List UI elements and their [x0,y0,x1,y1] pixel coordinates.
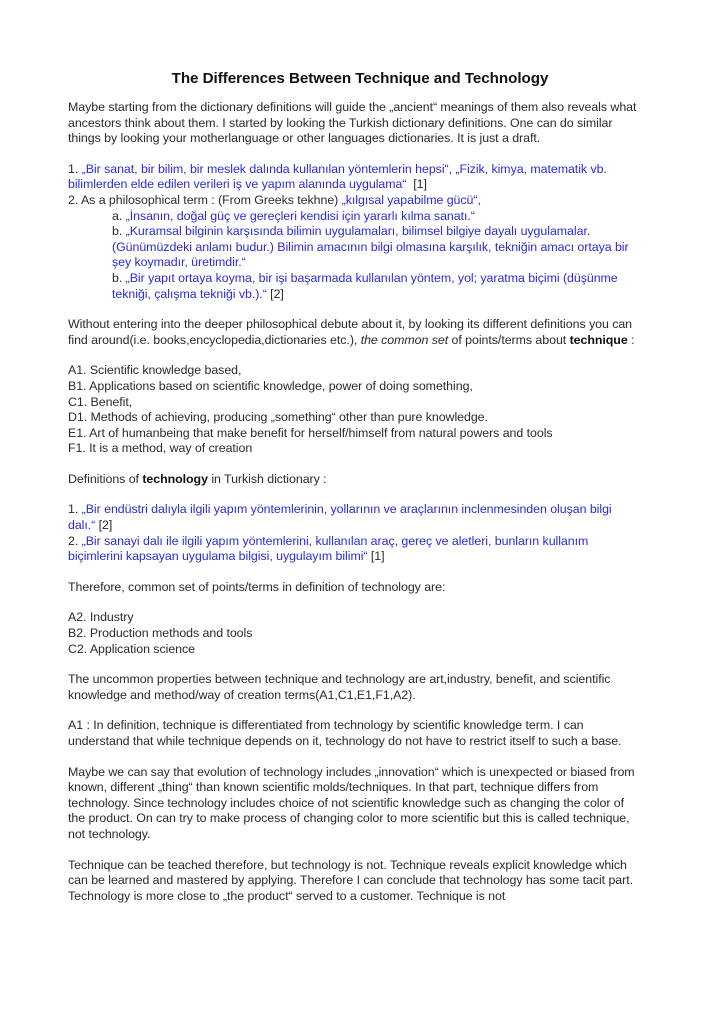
list-item: C1. Benefit, [68,394,133,409]
document-body [68,100,638,904]
list-item: F1. It is a method, way of creation [68,441,253,456]
a1-paragraph: A1 : In definition, technique is differentiated from technology by scientific knowledge term. I can understand that while technique depends on it, technology do not have to restrict itself to such a base. [68,718,622,748]
sub-definition-a [68,209,638,225]
bold-term: technique [569,332,628,347]
definition-number: 1. [68,161,82,176]
definition-number: 2. [68,533,82,548]
turkish-technique-definitions [68,162,638,302]
list-item: D1. Methods of achieving, producing „something“ other than pure knowledge. [68,410,488,425]
definition-quote: „Bir sanayi dalı ile ilgili yapım yöntemlerini, kullanılan araç, gereç ve aletleri, bunların kullanım biçimlerini kapsayan uygulama bilgisi, uygulayım bilimi“ [68,533,589,564]
technique-definition-1 [68,162,638,193]
sub-definition-b [68,224,638,271]
technology-points-list [68,610,638,657]
intro-paragraph: Maybe starting from the dictionary definitions will guide the „ancient“ meanings of them also reveals what ancestors think about them. I started by looking the Turkish dictionary definitions. One can do similar things by looking your motherlanguage or other languages dictionaries. It is just a draft. [68,100,637,146]
definition-label: 2. As a philosophical term : (From Greeks tekhne) [68,192,342,207]
bold-term: technology [142,471,208,486]
list-item: E1. Art of humanbeing that make benefit for herself/himself from natural powers and tools [68,425,553,440]
definition-quote: „Bir endüstri dalıyla ilgili yapım yöntemlerinin, yollarının ve araçlarının inclenmesinden oluşan bilgi dalı.“ [68,502,612,533]
evolution-paragraph: Maybe we can say that evolution of technology includes „innovation“ which is unexpected or biased from known, different „thing“ than known scientific molds/techniques. In that part, technique differs from technology. Since technology includes choice of not scientific knowledge such as changing the color of the product. On can try to make process of changing color to more scientific but this is called technique, not technology. [68,764,635,841]
definition-quote: „Kuramsal bilginin karşısında bilimin uygulamaları, bilimsel bilgiye dayalı uygulamalar. (Günümüzdeki anlamı budur.) Bilimin amacının bilgi olmasına karşılık, tekniğin amacı ortaya bir şey koymadır, üretimdir.“ [112,224,629,270]
reference-marker: [2] [266,286,284,301]
sub-definition-letter: b. [112,270,126,285]
list-item: C2. Application science [68,641,195,656]
definition-quote: „kılgısal yapabilme gücü“, [341,192,481,207]
teaching-paragraph: Technique can be teached therefore, but technology is not. Technique reveals explicit knowledge which can be learned and mastered by applying. Therefore I can conclude that technology has some tacit part. Technology is more close to „the product“ served to a customer. Technique is not [68,857,633,903]
document-title: The Differences Between Technique and Technology [171,70,549,87]
uncommon-properties-paragraph: The uncommon properties between technique and technology are art,industry, benefit, and scientific knowledge and method/way of creation terms(A1,C1,E1,F1,A2). [68,672,611,702]
technique-definition-2 [68,193,638,209]
definition-quote: „Bir yapıt ortaya koyma, bir işi başarmada kullanılan yöntem, yol; yaratma biçimi (düşünme tekniği, çalışma tekniği vb.).“ [112,270,618,301]
common-set-intro [68,317,638,348]
reference-marker: [1] [413,177,427,192]
list-item: B2. Production methods and tools [68,626,253,641]
text-segment: Definitions of [68,471,143,486]
text-segment: : [627,332,635,347]
definition-quote: „Bir sanat, bir bilim, bir meslek dalında kullanılan yöntemlerin hepsi“, „Fizik, kimya, matematik vb. bilimlerden elde edilen verileri iş ve yapım alanında uygulama“ [68,161,607,192]
list-item: A1. Scientific knowledge based, [68,363,242,378]
definition-number: 1. [68,502,82,517]
sub-definition-letter: b. [112,224,126,239]
text-segment: Without entering into the deeper philosophical debute about it, by looking its different definitions you can find around(i.e. books,encyclopedia,dictionaries etc.), [68,317,633,347]
list-item: A2. Industry [68,610,134,625]
text-segment: of points/terms about [448,332,570,347]
sub-definition-letter: a. [112,208,126,223]
definition-quote: „İnsanın, doğal güç ve gereçleri kendisi için yararlı kılma sanatı.“ [125,208,475,223]
sub-definition-b2 [68,271,638,302]
emphasis-text: the common set [360,332,449,347]
technique-points-list [68,363,638,457]
technology-definition-2 [68,534,638,565]
reference-marker: [1] [367,549,385,564]
text-segment: in Turkish dictionary : [207,471,327,486]
technology-definition-1 [68,502,638,533]
reference-marker: [2] [95,518,113,533]
turkish-technology-definitions [68,502,638,564]
list-item: B1. Applications based on scientific knowledge, power of doing something, [68,378,473,393]
technology-common-intro: Therefore, common set of points/terms in definition of technology are: [68,579,446,594]
technology-definitions-intro [68,472,638,488]
